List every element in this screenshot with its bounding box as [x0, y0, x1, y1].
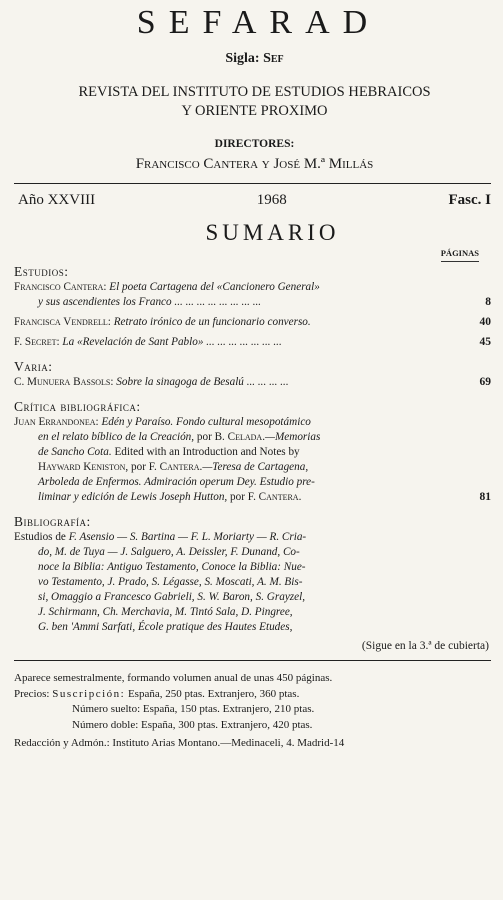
revista-line-2: Y ORIENTE PROXIMO [181, 103, 328, 119]
entry-text: J. Schirmann, Ch. Merchavia, M. Tintó Sala, D. Pingree, [38, 606, 293, 618]
entry-text: Arboleda de Enfermos. Admiración operum Dey. Estudio pre- [38, 476, 315, 488]
entry-text: por B. [196, 431, 225, 443]
footer-redaccion: Redacción y Admón.: Instituto Arias Montano.—Medinaceli, 4. Madrid-14 [14, 737, 345, 749]
entry-estudios-1 [14, 280, 491, 310]
suscripcion-prices: España, 250 ptas. Extranjero, 360 ptas. [127, 687, 300, 700]
entry-text: de Sancho Cota. [38, 446, 112, 458]
sigla-code: Sef [263, 51, 284, 66]
footer-doble: Número doble: España, 300 ptas. Extranjero, 420 ptas. [72, 718, 313, 731]
entry-author: Juan Errandonea: [14, 416, 99, 428]
entry-varia-1 [14, 375, 491, 390]
section-varia: Varia: [14, 359, 53, 374]
entry-text: liminar y edición de Lewis Joseph Hutton, [38, 491, 228, 503]
entry-author: Cantera. [159, 461, 203, 473]
journal-title: SEFARAD [136, 4, 381, 41]
entry-text: Edén y Paraíso. Fondo cultural mesopotámico [101, 416, 311, 428]
entry-text: do, M. de Tuya — J. Salguero, A. Deissler, F. Dunand, Co- [38, 546, 300, 558]
entry-text: en el relato bíblico de la Creación, [38, 431, 195, 443]
entry-bibliografia [14, 530, 491, 635]
entry-author: Hayward Keniston, [38, 461, 129, 473]
entry-title: El poeta Cartagena del «Cancionero General» [109, 281, 320, 293]
entry-title: Sobre la sinagoga de Besalú ... ... ... ... [116, 376, 289, 388]
entry-text: —Memorias [265, 431, 321, 443]
entry-page: 8 [485, 296, 491, 308]
entry-text: por F. [131, 461, 157, 473]
entry-text: F. Asensio — S. Bartina — F. L. Moriarty — R. Cria- [68, 531, 307, 543]
entry-estudios-3 [14, 335, 491, 350]
entry-text: por F. [230, 491, 256, 503]
revista-subtitle [18, 83, 491, 121]
issue-line [18, 192, 491, 209]
footer-aparece: Aparece semestralmente, formando volumen anual de unas 450 páginas. [14, 672, 333, 684]
entry-text: G. ben 'Ammi Sarfati, École pratique des Hautes Etudes, [38, 621, 293, 633]
entry-text: Edited with an Introduction and Notes by [114, 446, 300, 458]
entry-author: Francisco Cantera: [14, 281, 107, 293]
precios-label: Precios: [14, 687, 50, 700]
entry-author: Celada. [227, 431, 266, 443]
paginas-label: PÁGINAS [18, 248, 491, 262]
entry-page: 81 [479, 491, 491, 503]
footer-suelto: Número suelto: España, 150 ptas. Extranjero, 210 ptas. [72, 703, 315, 715]
entry-title: Retrato irónico de un funcionario converso. [113, 316, 311, 328]
entry-page: 45 [479, 336, 491, 348]
entry-page: 69 [479, 376, 491, 388]
sigue-note: (Sigue en la 3.ª de cubierta) [361, 640, 489, 652]
footer-divider [14, 660, 491, 661]
entry-author: Cantera. [258, 491, 302, 503]
issue-fasc: Fasc. I [448, 192, 491, 208]
entry-author: F. Secret: [14, 336, 60, 348]
entry-estudios-2 [14, 315, 491, 330]
entry-critica-1 [14, 415, 491, 505]
entry-text: Estudios de [14, 531, 66, 543]
suscripcion-label: Suscripción: [52, 687, 126, 700]
sumario-heading: SUMARIO [205, 220, 340, 245]
sigla-line [18, 51, 491, 67]
section-bibliografia: Bibliografía: [14, 514, 91, 529]
directores-label: DIRECTORES: [214, 138, 295, 150]
footer-precios [14, 687, 491, 703]
entry-author: Francisca Vendrell: [14, 316, 111, 328]
header-divider [14, 183, 491, 184]
entry-author: C. Munuera Bassols: [14, 376, 114, 388]
issue-date: 1968 [256, 192, 287, 208]
entry-title-cont: y sus ascendientes los Franco ... ... ... ... ... ... ... ... [38, 296, 262, 308]
entry-page: 40 [479, 316, 491, 328]
section-estudios: Estudios: [14, 264, 69, 279]
entry-text: vo Testamento, J. Prado, S. Légasse, S. Moscati, A. M. Bis- [38, 576, 303, 588]
entry-text: —Teresa de Cartagena, [202, 461, 309, 473]
revista-line-1: REVISTA DEL INSTITUTO DE ESTUDIOS HEBRAICOS [78, 84, 431, 100]
footer [14, 671, 491, 752]
sigla-label: Sigla: [225, 51, 260, 66]
entry-text: noce la Biblia: Antiguo Testamento, Conoce la Biblia: Nue- [38, 561, 306, 573]
entry-title: La «Revelación de Sant Pablo» ... ... ... ... ... ... ... [62, 336, 282, 348]
directores-names: Francisco Cantera y José M.ª Millás [135, 156, 374, 172]
issue-year: Año XXVIII [18, 192, 96, 208]
section-critica: Crítica bibliográfica: [14, 399, 141, 414]
entry-text: si, Omaggio a Francesco Gabrieli, S. W. Baron, S. Grayzel, [38, 591, 306, 603]
